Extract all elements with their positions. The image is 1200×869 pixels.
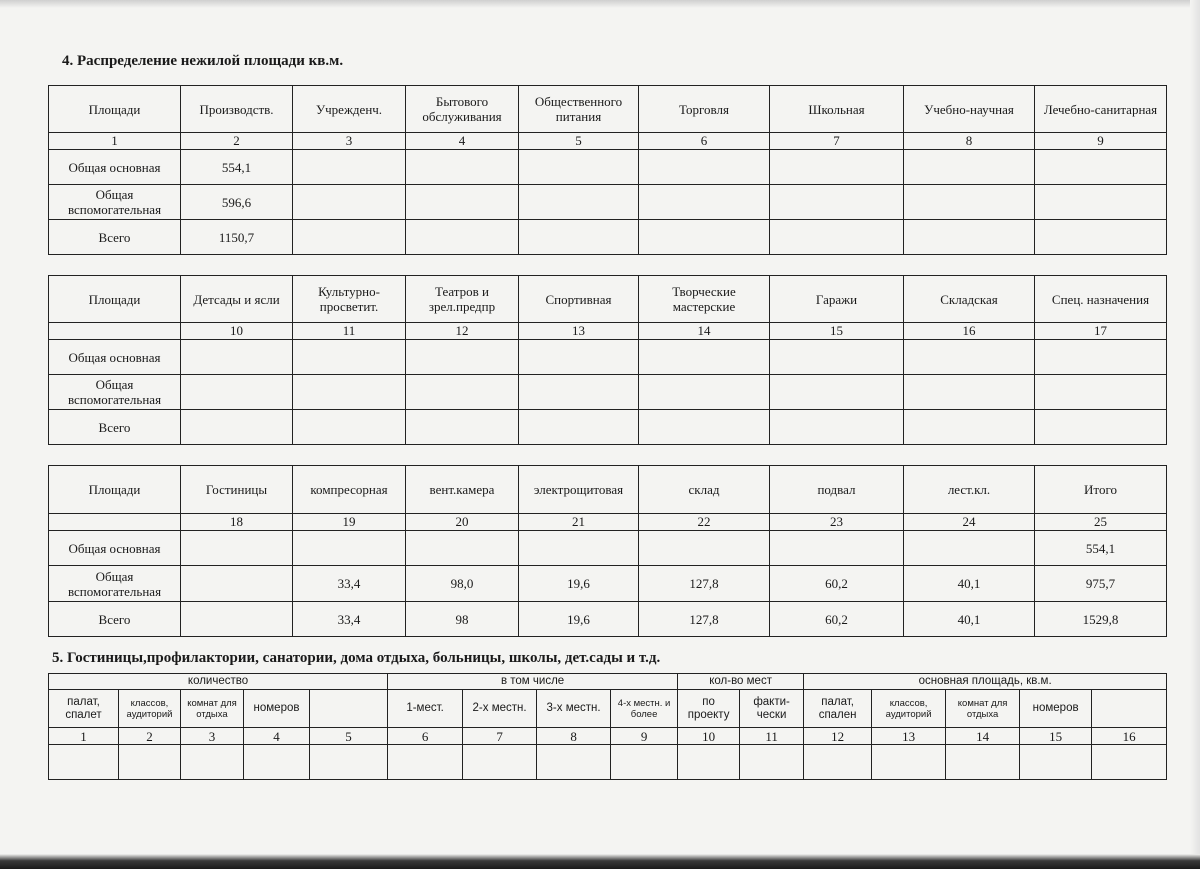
header-cell: 1-мест. <box>388 690 463 728</box>
table-row <box>49 566 1167 602</box>
value-cell <box>519 150 639 185</box>
value-cell: 98 <box>406 602 519 637</box>
value-cell <box>519 185 639 220</box>
header-cell: 4-х местн. и более <box>611 690 678 728</box>
page-right-edge <box>1190 0 1200 869</box>
value-cell <box>406 185 519 220</box>
value-cell <box>770 220 904 255</box>
table-row <box>49 340 1167 375</box>
header-cell: Спец. назначения <box>1035 276 1167 323</box>
value-cell: 19,6 <box>519 566 639 602</box>
table-row <box>49 150 1167 185</box>
table-row <box>49 185 1167 220</box>
column-number: 22 <box>639 514 770 531</box>
value-cell: 554,1 <box>181 150 293 185</box>
value-cell <box>519 375 639 410</box>
value-cell: 98,0 <box>406 566 519 602</box>
value-cell <box>406 340 519 375</box>
value-cell: 1529,8 <box>1035 602 1167 637</box>
value-cell <box>639 150 770 185</box>
column-number <box>49 323 181 340</box>
value-cell <box>310 745 388 780</box>
value-cell: 1150,7 <box>181 220 293 255</box>
column-number: 2 <box>181 133 293 150</box>
value-cell: 975,7 <box>1035 566 1167 602</box>
column-number: 5 <box>519 133 639 150</box>
value-cell <box>1035 340 1167 375</box>
value-cell <box>770 410 904 445</box>
column-number-row <box>49 133 1167 150</box>
value-cell <box>519 531 639 566</box>
column-number: 17 <box>1035 323 1167 340</box>
value-cell <box>770 340 904 375</box>
value-cell <box>49 745 119 780</box>
row-label: Общая основная <box>49 531 181 566</box>
value-cell <box>406 410 519 445</box>
column-number: 8 <box>537 728 611 745</box>
column-number: 4 <box>406 133 519 150</box>
section4-title: 4. Распределение нежилой площади кв.м. <box>62 53 344 69</box>
value-cell <box>904 150 1035 185</box>
column-number: 11 <box>293 323 406 340</box>
header-cell: 3-х местн. <box>537 690 611 728</box>
section4-table-2 <box>48 275 1167 445</box>
header-cell: склад <box>639 466 770 514</box>
header-row <box>49 690 1167 728</box>
header-cell: Лечебно-санитарная <box>1035 86 1167 133</box>
value-cell: 596,6 <box>181 185 293 220</box>
column-number: 3 <box>181 728 244 745</box>
column-number: 14 <box>639 323 770 340</box>
column-number: 8 <box>904 133 1035 150</box>
column-number: 13 <box>519 323 639 340</box>
value-cell <box>463 745 537 780</box>
row-label: Всего <box>49 220 181 255</box>
header-row <box>49 276 1167 323</box>
column-number: 1 <box>49 133 181 150</box>
header-cell: подвал <box>770 466 904 514</box>
value-cell <box>537 745 611 780</box>
value-cell <box>904 340 1035 375</box>
column-number: 10 <box>678 728 740 745</box>
value-cell <box>1035 150 1167 185</box>
value-cell <box>293 531 406 566</box>
header-cell: Производств. <box>181 86 293 133</box>
header-cell: Учрежденч. <box>293 86 406 133</box>
header-cell: палат, спалет <box>49 690 119 728</box>
column-number: 11 <box>740 728 804 745</box>
value-cell <box>770 375 904 410</box>
column-number: 23 <box>770 514 904 531</box>
column-number: 13 <box>872 728 946 745</box>
header-cell: Складская <box>904 276 1035 323</box>
value-cell <box>904 410 1035 445</box>
value-cell: 127,8 <box>639 602 770 637</box>
value-cell: 40,1 <box>904 602 1035 637</box>
header-cell: Общественного питания <box>519 86 639 133</box>
value-cell <box>639 410 770 445</box>
value-cell <box>1035 220 1167 255</box>
row-label: Общая вспомогательная <box>49 185 181 220</box>
value-cell: 33,4 <box>293 602 406 637</box>
row-label: Общая вспомогательная <box>49 375 181 410</box>
page-top-edge <box>0 0 1200 8</box>
header-cell: Школьная <box>770 86 904 133</box>
column-number: 3 <box>293 133 406 150</box>
column-number <box>49 514 181 531</box>
value-cell: 19,6 <box>519 602 639 637</box>
value-cell <box>519 220 639 255</box>
header-cell: комнат для отдыха <box>946 690 1020 728</box>
header-cell: Культурно-просветит. <box>293 276 406 323</box>
value-cell <box>1035 375 1167 410</box>
row-label: Общая вспомогательная <box>49 566 181 602</box>
table-row <box>49 410 1167 445</box>
row-label: Всего <box>49 602 181 637</box>
value-cell <box>519 410 639 445</box>
column-number: 5 <box>310 728 388 745</box>
header-cell: по проекту <box>678 690 740 728</box>
header-cell: факти-чески <box>740 690 804 728</box>
value-cell <box>119 745 181 780</box>
column-number: 9 <box>1035 133 1167 150</box>
value-cell <box>1035 185 1167 220</box>
value-cell <box>639 185 770 220</box>
value-cell <box>1020 745 1092 780</box>
header-cell: электрощитовая <box>519 466 639 514</box>
value-cell <box>181 340 293 375</box>
header-cell: номеров <box>244 690 310 728</box>
group-header: кол-во мест <box>678 674 804 690</box>
header-cell: Творческие мастерские <box>639 276 770 323</box>
value-cell <box>181 375 293 410</box>
column-number: 15 <box>770 323 904 340</box>
value-cell: 554,1 <box>1035 531 1167 566</box>
value-cell <box>678 745 740 780</box>
column-number: 24 <box>904 514 1035 531</box>
group-header-row <box>49 674 1167 690</box>
value-cell <box>904 185 1035 220</box>
header-cell: Площади <box>49 86 181 133</box>
section5-table <box>48 673 1167 780</box>
value-cell <box>293 410 406 445</box>
header-cell: Торговля <box>639 86 770 133</box>
column-number: 19 <box>293 514 406 531</box>
header-cell: Учебно-научная <box>904 86 1035 133</box>
value-cell <box>1035 410 1167 445</box>
value-cell <box>1092 745 1167 780</box>
header-cell: Гостиницы <box>181 466 293 514</box>
header-cell: Театров и зрел.предпр <box>406 276 519 323</box>
column-number: 16 <box>904 323 1035 340</box>
value-cell: 60,2 <box>770 566 904 602</box>
column-number: 6 <box>639 133 770 150</box>
value-cell <box>406 531 519 566</box>
column-number: 20 <box>406 514 519 531</box>
header-cell: номеров <box>1020 690 1092 728</box>
value-cell: 60,2 <box>770 602 904 637</box>
value-cell <box>293 340 406 375</box>
header-cell: Спортивная <box>519 276 639 323</box>
table-row <box>49 602 1167 637</box>
header-cell: Итого <box>1035 466 1167 514</box>
value-cell <box>639 220 770 255</box>
column-number: 21 <box>519 514 639 531</box>
value-cell <box>519 340 639 375</box>
header-cell <box>310 690 388 728</box>
table-row <box>49 375 1167 410</box>
header-cell: лест.кл. <box>904 466 1035 514</box>
column-number: 7 <box>770 133 904 150</box>
column-number: 18 <box>181 514 293 531</box>
column-number: 12 <box>406 323 519 340</box>
header-cell: 2-х местн. <box>463 690 537 728</box>
header-cell <box>1092 690 1167 728</box>
value-cell: 40,1 <box>904 566 1035 602</box>
column-number: 15 <box>1020 728 1092 745</box>
value-cell <box>293 150 406 185</box>
column-number: 1 <box>49 728 119 745</box>
header-cell: вент.камера <box>406 466 519 514</box>
value-cell <box>406 150 519 185</box>
value-cell <box>181 566 293 602</box>
column-number: 16 <box>1092 728 1167 745</box>
value-cell <box>770 150 904 185</box>
value-cell <box>639 340 770 375</box>
value-cell <box>770 185 904 220</box>
column-number: 14 <box>946 728 1020 745</box>
section4-table-3 <box>48 465 1167 637</box>
column-number: 25 <box>1035 514 1167 531</box>
header-cell: Бытового обслуживания <box>406 86 519 133</box>
value-cell <box>181 410 293 445</box>
section5-title: 5. Гостиницы,профилактории, санатории, дома отдыха, больницы, школы, дет.сады и т.д. <box>52 650 661 666</box>
value-cell <box>639 531 770 566</box>
group-header: количество <box>49 674 388 690</box>
column-number: 10 <box>181 323 293 340</box>
column-number-row <box>49 323 1167 340</box>
value-cell <box>181 602 293 637</box>
value-cell <box>181 531 293 566</box>
header-cell: палат, спален <box>804 690 872 728</box>
value-cell <box>406 220 519 255</box>
column-number: 4 <box>244 728 310 745</box>
value-cell <box>946 745 1020 780</box>
header-cell: Детсады и ясли <box>181 276 293 323</box>
column-number: 2 <box>119 728 181 745</box>
header-cell: классов, аудиторий <box>872 690 946 728</box>
header-cell: классов, аудиторий <box>119 690 181 728</box>
column-number: 12 <box>804 728 872 745</box>
value-cell <box>872 745 946 780</box>
value-cell <box>770 531 904 566</box>
value-cell <box>740 745 804 780</box>
header-cell: компресорная <box>293 466 406 514</box>
group-header: основная площадь, кв.м. <box>804 674 1167 690</box>
value-cell <box>388 745 463 780</box>
value-cell <box>293 220 406 255</box>
value-cell <box>904 220 1035 255</box>
header-row <box>49 86 1167 133</box>
value-cell <box>293 375 406 410</box>
group-header: в том числе <box>388 674 678 690</box>
table-row <box>49 531 1167 566</box>
header-cell: Площади <box>49 466 181 514</box>
column-number: 7 <box>463 728 537 745</box>
column-number-row <box>49 728 1167 745</box>
header-row <box>49 466 1167 514</box>
value-cell <box>904 375 1035 410</box>
header-cell: Площади <box>49 276 181 323</box>
column-number: 9 <box>611 728 678 745</box>
value-cell <box>244 745 310 780</box>
value-cell <box>406 375 519 410</box>
value-cell: 127,8 <box>639 566 770 602</box>
value-cell: 33,4 <box>293 566 406 602</box>
row-label: Общая основная <box>49 340 181 375</box>
value-cell <box>293 185 406 220</box>
table-row <box>49 745 1167 780</box>
header-cell: комнат для отдыха <box>181 690 244 728</box>
value-cell <box>804 745 872 780</box>
table-row <box>49 220 1167 255</box>
value-cell <box>639 375 770 410</box>
value-cell <box>181 745 244 780</box>
section4-table-1 <box>48 85 1167 255</box>
row-label: Общая основная <box>49 150 181 185</box>
column-number-row <box>49 514 1167 531</box>
column-number: 6 <box>388 728 463 745</box>
value-cell <box>611 745 678 780</box>
row-label: Всего <box>49 410 181 445</box>
page-bottom-edge <box>0 854 1200 869</box>
value-cell <box>904 531 1035 566</box>
header-cell: Гаражи <box>770 276 904 323</box>
